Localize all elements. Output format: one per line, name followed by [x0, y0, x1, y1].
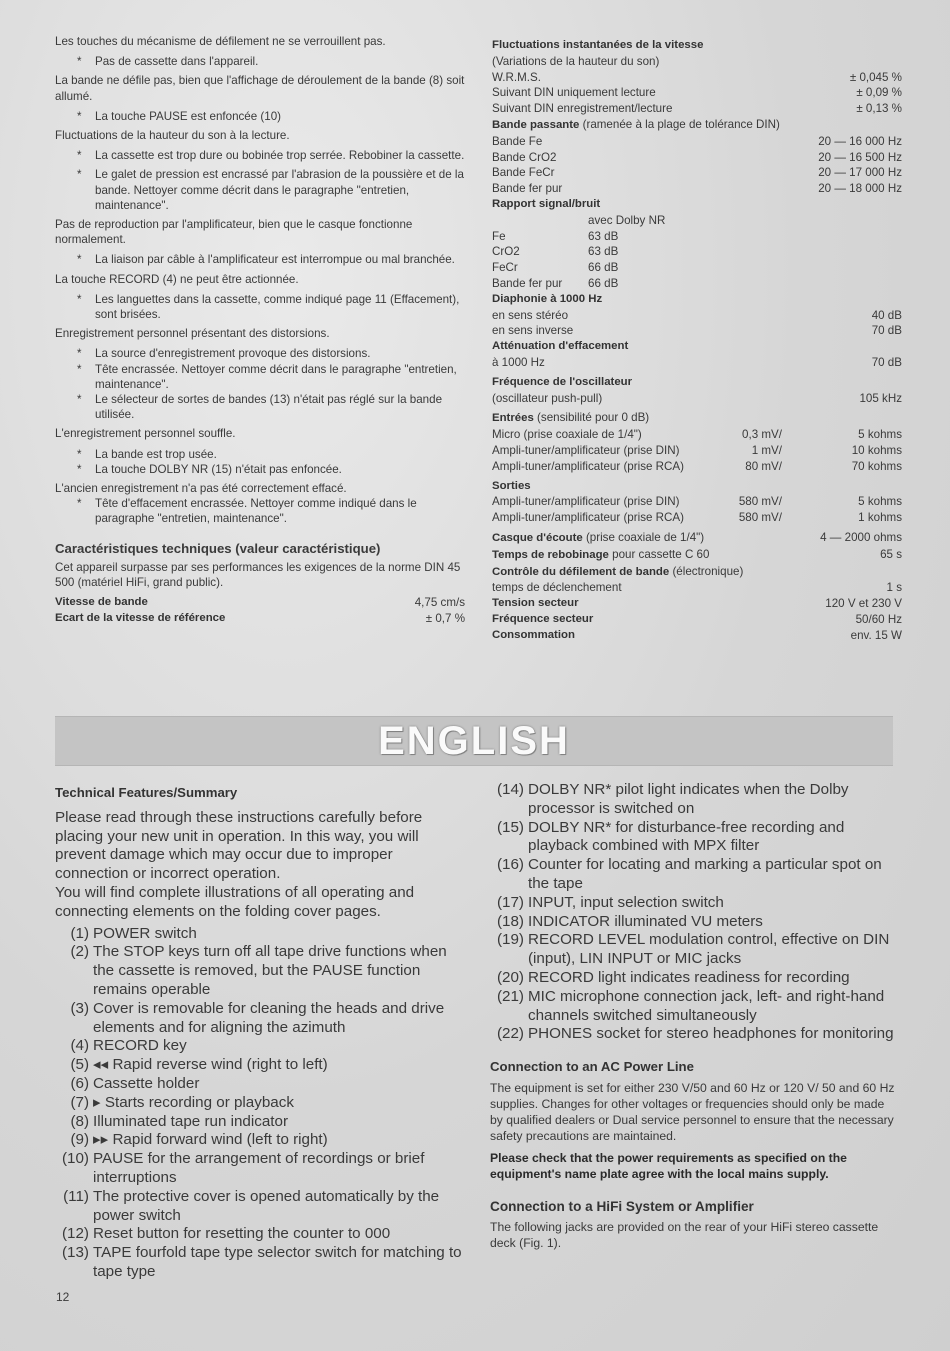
bullet: * Tête encrassée. Nettoyer comme décrit dans le paragraphe "entretien, maintenance". — [55, 362, 465, 392]
paragraph: L'enregistrement personnel souffle. — [55, 427, 236, 441]
list-item — [490, 856, 900, 894]
language-banner — [55, 716, 893, 766]
item-number: (6) — [70, 1074, 89, 1092]
spec-row: avec Dolby NR — [588, 213, 666, 227]
bullet: * La source d'enregistrement provoque des distorsions. — [55, 346, 465, 361]
spec-row: Bande Fe 20 — 16 000 Hz — [492, 134, 902, 148]
item-number: (2) — [70, 943, 89, 961]
item-number: (11) — [63, 1187, 89, 1205]
item-text: Reset button for resetting the counter to 000 — [93, 1225, 391, 1243]
paragraph: Pas de reproduction par l'amplificateur, bien que le casque fonctionne normalement. — [55, 218, 413, 247]
spec-row: Ampli-tuner/amplificateur (prise RCA) 80 mV/ 70 kohms — [492, 459, 902, 473]
bullet: * Le sélecteur de sortes de bandes (13) n'était pas réglé sur la bande utilisée. — [55, 392, 465, 422]
bullet: * Tête d'effacement encrassée. Nettoyer comme indiqué dans le paragraphe "entretien, maintenance". — [55, 496, 465, 526]
spec-heading: Atténuation d'effacement — [492, 340, 629, 353]
item-text: ◂◂ Rapid reverse wind (right to left) — [93, 1056, 328, 1074]
spec-row: en sens stéréo 40 dB — [492, 308, 902, 322]
item-text: ▸▸ Rapid forward wind (left to right) — [93, 1131, 328, 1149]
list-item — [55, 1131, 465, 1150]
spec-row: Suivant DIN enregistrement/lecture ± 0,13 % — [492, 102, 902, 116]
spec-row: Ampli-tuner/amplificateur (prise DIN) 580 mV/ 5 kohms — [492, 495, 902, 509]
item-text: Cassette holder — [93, 1074, 200, 1092]
spec-row: temps de déclenchement 1 s — [492, 581, 902, 595]
spec-row: en sens inverse 70 dB — [492, 324, 902, 338]
bullet: * Pas de cassette dans l'appareil. — [55, 54, 465, 69]
spec-row: Fréquence secteur 50/60 Hz — [492, 612, 902, 626]
item-number: (12) — [61, 1225, 89, 1243]
feature-list — [55, 925, 465, 1282]
item-text: Cover is removable for cleaning the heads and drive elements and for aligning the azimuth — [93, 999, 445, 1036]
spec-row: Vitesse de bande 4,75 cm/s — [55, 596, 465, 610]
bullet: * La cassette est trop dure ou bobinée trop serrée. Rebobiner la cassette. — [55, 148, 465, 163]
section-heading: Connection to an AC Power Line — [490, 1059, 694, 1075]
spec-heading-line: Contrôle du défilement de bande (électronique) — [492, 564, 744, 578]
spec-heading: Fréquence de l'oscillateur — [492, 375, 633, 388]
paragraph: Fluctuations de la hauteur du son à la lecture. — [55, 129, 290, 143]
spec-heading: Rapport signal/bruit — [492, 197, 601, 210]
item-text: RECORD light indicates readiness for recording — [528, 968, 850, 986]
spec-heading-line: Entrées (sensibilité pour 0 dB) — [492, 411, 650, 425]
item-number: (9) — [70, 1131, 89, 1149]
list-item — [490, 988, 900, 1026]
spec-row: Ampli-tuner/amplificateur (prise RCA) 580 mV/ 1 kohms — [492, 511, 902, 525]
list-item — [55, 1150, 465, 1188]
item-number: (10) — [61, 1150, 89, 1168]
bullet: * La liaison par câble à l'amplificateur est interrompue ou mal branchée. — [55, 252, 465, 267]
list-item — [55, 1056, 465, 1075]
item-number: (7) — [70, 1093, 89, 1111]
item-number: (16) — [496, 856, 524, 874]
english-features-column — [55, 784, 465, 1282]
feature-list — [490, 781, 900, 1044]
paragraph: L'ancien enregistrement n'a pas été correctement effacé. — [55, 482, 347, 496]
item-text: PHONES socket for stereo headphones for monitoring — [528, 1025, 894, 1043]
bullet: * Les languettes dans la cassette, comme indiqué page 11 (Effacement), sont brisées. — [55, 292, 465, 322]
item-text: The STOP keys turn off all tape drive functions when the cassette is removed, but the PAUSE function remains operable — [93, 943, 447, 998]
item-text: MIC microphone connection jack, left- and right-hand channels switched simultaneously — [528, 987, 885, 1024]
item-number: (22) — [496, 1025, 524, 1043]
specs-heading: Caractéristiques techniques (valeur caractéristique) — [55, 540, 381, 556]
section-heading: Connection to a HiFi System or Amplifier — [490, 1198, 754, 1214]
list-item — [55, 925, 465, 944]
spec-heading: Sorties — [492, 479, 531, 492]
list-item — [490, 969, 900, 988]
list-item — [55, 943, 465, 999]
item-number: (21) — [496, 987, 524, 1005]
spec-row: Tension secteur 120 V et 230 V — [492, 597, 902, 611]
list-item — [490, 894, 900, 913]
item-number: (17) — [496, 893, 524, 911]
english-features-column-right — [490, 781, 900, 1251]
spec-row: Bande CrO2 20 — 16 500 Hz — [492, 150, 902, 164]
list-item — [55, 1244, 465, 1282]
item-number: (1) — [70, 924, 89, 942]
spec-heading: Diaphonie à 1000 Hz — [492, 292, 603, 305]
list-item — [55, 1094, 465, 1113]
list-item — [55, 1188, 465, 1226]
bullet: * La bande est trop usée. — [55, 447, 465, 462]
bullet: * Le galet de pression est encrassé par l'abrasion de la poussière et de la bande. Nettoyer comme décrit dans le paragraphe "entretien, maintenance". — [55, 167, 465, 213]
item-number: (18) — [496, 912, 524, 930]
spec-row: CrO2 63 dB — [492, 245, 619, 259]
spec-row: Bande FeCr 20 — 17 000 Hz — [492, 166, 902, 180]
list-item — [490, 781, 900, 819]
item-text: POWER switch — [93, 924, 197, 942]
item-number: (3) — [70, 999, 89, 1017]
item-number: (4) — [70, 1037, 89, 1055]
spec-sub: (Variations de la hauteur du son) — [492, 54, 660, 68]
section-heading: Technical Features/Summary — [55, 785, 238, 800]
item-text: Counter for locating and marking a particular spot on the tape — [528, 856, 882, 892]
item-text: The protective cover is opened automatically by the power switch — [93, 1187, 440, 1224]
paragraph: The following jacks are provided on the rear of your HiFi stereo cassette deck (Fig. 1). — [490, 1219, 879, 1250]
warning-paragraph: Please check that the power requirements as specified on the equipment's name plate agree with the local mains supply. — [490, 1150, 847, 1181]
list-item — [55, 1113, 465, 1132]
list-item — [490, 931, 900, 969]
spec-row: Casque d'écoute (prise coaxiale de 1/4") 4 — 2000 ohms — [492, 530, 902, 544]
item-text: Illuminated tape run indicator — [93, 1112, 289, 1130]
spec-row: Ampli-tuner/amplificateur (prise DIN) 1 mV/ 10 kohms — [492, 443, 902, 457]
item-number: (5) — [70, 1056, 89, 1074]
list-item — [55, 1225, 465, 1244]
paragraph: La touche RECORD (4) ne peut être actionnée. — [55, 272, 299, 286]
french-troubleshooting-column — [55, 34, 465, 626]
item-number: (13) — [61, 1244, 89, 1262]
spec-heading: Fluctuations instantanées de la vitesse — [492, 39, 704, 51]
spec-row: Temps de rebobinage pour cassette C 60 65 s — [492, 547, 902, 561]
item-number: (15) — [496, 818, 524, 836]
list-item — [55, 1075, 465, 1094]
item-number: (19) — [496, 931, 524, 949]
spec-row: Micro (prise coaxiale de 1/4") 0,3 mV/ 5 kohms — [492, 428, 902, 442]
spec-row: FeCr 66 dB — [492, 261, 619, 275]
spec-row: (oscillateur push-pull) 105 kHz — [492, 391, 902, 405]
spec-row: W.R.M.S. ± 0,045 % — [492, 70, 902, 84]
spec-row: Fe 63 dB — [492, 229, 619, 243]
spec-row: à 1000 Hz 70 dB — [492, 355, 902, 369]
paragraph: Les touches du mécanisme de défilement ne se verrouillent pas. — [55, 35, 386, 48]
item-text: DOLBY NR* for disturbance-free recording and playback combined with MPX filter — [528, 818, 845, 855]
item-text: TAPE fourfold tape type selector switch for matching to tape type — [93, 1244, 462, 1280]
spec-row: Bande fer pur 66 dB — [492, 276, 619, 290]
paragraph: La bande ne défile pas, bien que l'affichage de déroulement de la bande (8) soit allumé. — [55, 74, 465, 103]
item-text: RECORD key — [93, 1037, 187, 1055]
item-text: PAUSE for the arrangement of recordings or brief interruptions — [93, 1150, 425, 1186]
paragraph: The equipment is set for either 230 V/50 and 60 Hz or 120 V/ 50 and 60 Hz supplies. Changes for other voltages or frequencies should only be made by qualified dealers or Dual service personnel to ensure that the necessary safety precautions are maintained. — [490, 1080, 895, 1143]
bullet: * La touche DOLBY NR (15) n'était pas enfoncée. — [55, 462, 465, 477]
spec-row: Ecart de la vitesse de référence ± 0,7 % — [55, 611, 465, 625]
bullet: * La touche PAUSE est enfoncée (10) — [55, 109, 465, 124]
spec-heading-line: Bande passante (ramenée à la plage de tolérance DIN) — [492, 117, 780, 131]
item-number: (14) — [496, 781, 524, 798]
intro-paragraph: Please read through these instructions carefully before placing your new unit in operation. In this way, you will prevent damage which may occur due to improper connection or incorrect operation. — [55, 808, 423, 883]
list-item — [490, 913, 900, 932]
list-item — [55, 1000, 465, 1038]
specs-intro: Cet appareil surpasse par ses performances les exigences de la norme DIN 45 500 (matériel HiFi, grand public). — [55, 560, 461, 590]
spec-row: Suivant DIN uniquement lecture ± 0,09 % — [492, 86, 902, 100]
banner-title: ENGLISH — [378, 719, 570, 763]
item-text: INDICATOR illuminated VU meters — [528, 912, 763, 930]
item-number: (8) — [70, 1112, 89, 1130]
spec-row: Bande fer pur 20 — 18 000 Hz — [492, 182, 902, 196]
list-item — [490, 1025, 900, 1044]
item-text: ▸ Starts recording or playback — [93, 1093, 294, 1111]
item-text: RECORD LEVEL modulation control, effective on DIN (input), LIN INPUT or MIC jacks — [528, 931, 890, 968]
intro-paragraph: You will find complete illustrations of all operating and connecting elements on the folding cover pages. — [55, 883, 415, 920]
item-text: DOLBY NR* pilot light indicates when the Dolby processor is switched on — [528, 781, 849, 817]
list-item — [55, 1037, 465, 1056]
paragraph: Enregistrement personnel présentant des distorsions. — [55, 327, 330, 341]
list-item — [490, 819, 900, 857]
item-number: (20) — [496, 968, 524, 986]
item-text: INPUT, input selection switch — [528, 893, 724, 911]
page-number: 12 — [56, 1290, 70, 1304]
spec-row: Consommation env. 15 W — [492, 628, 902, 642]
french-specs-column — [492, 38, 902, 643]
